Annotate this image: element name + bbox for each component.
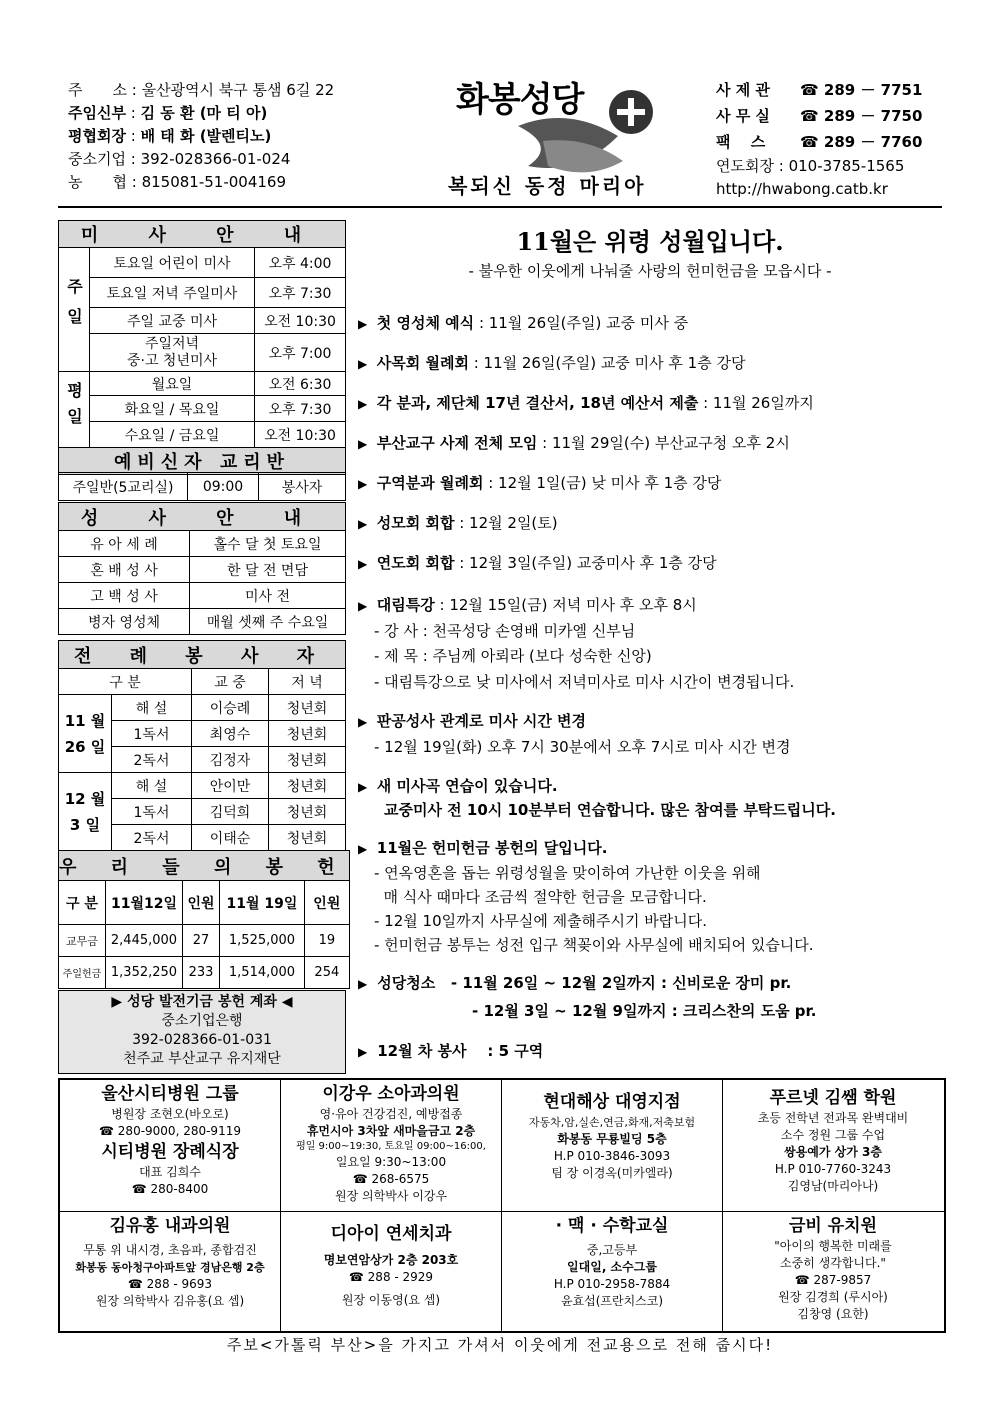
mass-name: 주일저녁 중·고 청년미사 xyxy=(90,334,255,372)
ad-line: 영·유아 건강검진, 예방접종 xyxy=(319,1107,463,1121)
ad-line: 화봉동 동아청구아파트앞 경남은행 2층 xyxy=(75,1261,265,1274)
address: 울산광역시 북구 통샘 6길 22 xyxy=(141,81,335,99)
servers-col-div: 구 분 xyxy=(59,669,192,695)
bank1-account: 392-028366-01-024 xyxy=(140,150,291,168)
ad-line: ☎ 280-8400 xyxy=(131,1182,209,1196)
pastor: 김 동 환 (마 티 아) xyxy=(140,104,268,122)
rectory-phone: ☎ 289 － 7751 xyxy=(800,81,923,99)
ads-section xyxy=(58,1078,946,1333)
mass-time: 오전 10:30 xyxy=(255,422,346,448)
ad-line: ☎ 287-9857 xyxy=(794,1273,872,1287)
fund-account: 392-028366-01-031 xyxy=(132,1032,272,1048)
church-name: 화봉성당 xyxy=(456,80,584,120)
catechumen-teacher: 봉사자 xyxy=(259,473,346,501)
ad-line: H.P 010-7760-3243 xyxy=(774,1162,892,1176)
announcement: ▶ 성당청소 - 11월 26일 ~ 12월 2일까지 : 신비로운 장미 pr. xyxy=(358,974,792,992)
header-info: 주 소 : 울산광역시 북구 통샘 6길 22 주임신부 : 김 동 환 (마 티 아) 평협회장 : 배 태 화 (발렌티노) 중소기업 : 392-028366-01-024 농 협 : 815081-51-004169 xyxy=(68,81,335,191)
ad-line: 초등 전학년 전과목 완벽대비 xyxy=(757,1111,909,1125)
advent-line: - 제 목 : 주님께 아뢰라 (보다 성숙한 신앙) xyxy=(374,647,652,665)
ad-title: 이강우 소아과의원 xyxy=(322,1084,460,1104)
catechumen-table xyxy=(58,472,346,501)
ad-title: 금비 유치원 xyxy=(788,1216,878,1236)
rice-line: - 헌미헌금 봉투는 성전 입구 책꽂이와 사무실에 배치되어 있습니다. xyxy=(374,936,814,954)
mass-time: 오후 7:30 xyxy=(255,396,346,422)
offering-h-date1: 11월12일 xyxy=(106,881,183,925)
server-role: 1독서 xyxy=(112,799,192,825)
server-main: 안이만 xyxy=(192,773,269,799)
announcement: ▶ 구역분과 월례회 : 12월 1일(금) 낮 미사 후 1층 강당 xyxy=(358,474,722,492)
ad-line: 자동차,암,실손,연금,화재,저축보험 xyxy=(528,1116,696,1129)
announcement: ▶ 첫 영성체 예식 : 11월 26일(주일) 교중 미사 중 xyxy=(358,314,689,332)
offering-p2: 19 xyxy=(305,925,350,957)
ad-line: 윤효섭(프란치스코) xyxy=(560,1294,664,1308)
server-main: 김정자 xyxy=(192,747,269,773)
contact-info: 사 제 관 ☎ 289 － 7751 사 무 실 ☎ 289 － 7750 팩 스 ☎ 289 － 7760 연도회장 : 010-3785-1565 http://hwabong.catb.kr xyxy=(716,81,923,198)
server-date: 12 월 3 일 xyxy=(59,773,112,851)
server-role: 1독서 xyxy=(112,721,192,747)
ad-dental xyxy=(281,1214,501,1329)
mass-time: 오후 4:00 xyxy=(255,248,346,278)
bank2-account: 815081-51-004169 xyxy=(141,173,287,191)
mass-name: 토요일 어린이 미사 xyxy=(90,248,255,278)
ad-title: 김유홍 내과의원 xyxy=(109,1216,231,1236)
council-label: 평협회장 xyxy=(68,127,126,145)
mass-time: 오후 7:00 xyxy=(255,334,346,372)
mass-name: 화요일 / 목요일 xyxy=(90,396,255,422)
ydo-label: 연도회장 xyxy=(716,157,774,175)
sunday-label: 주일 xyxy=(59,248,90,372)
offering-name: 주일헌금 xyxy=(59,957,106,989)
server-main: 김덕희 xyxy=(192,799,269,825)
ad-title: 디아이 연세치과 xyxy=(330,1224,452,1244)
servers-title: 전 례 봉 사 자 xyxy=(59,641,346,669)
ad-title: · 맥 · 수학교실 xyxy=(555,1216,669,1236)
offering-v1: 1,352,250 xyxy=(106,957,183,989)
ad-line: ☎ 280-9000, 280-9119 xyxy=(99,1124,241,1138)
ad-internal-medicine xyxy=(60,1214,280,1329)
sacrament-title: 성 사 안 내 xyxy=(59,503,346,531)
server-date: 11 월 26 일 xyxy=(59,695,112,773)
offering-v2: 1,525,000 xyxy=(220,925,305,957)
ad-line: 중,고등부 xyxy=(586,1243,638,1257)
advent-line: - 강 사 : 천곡성당 손영배 미카엘 신부님 xyxy=(374,622,636,640)
announcement: ▶ 11월은 헌미헌금 봉헌의 달입니다. xyxy=(358,839,608,857)
ad-line: ☎ 288 - 9693 xyxy=(127,1277,213,1291)
mass-title: 미 사 안 내 xyxy=(59,221,346,248)
announcement: ▶ 12월 차 봉사 : 5 구역 xyxy=(358,1042,544,1060)
sacrament-when: 한 달 전 면담 xyxy=(190,557,346,583)
announcement: ▶ 부산교구 사제 전체 모임 : 11월 29일(수) 부산교구청 오후 2시 xyxy=(358,434,790,452)
catechumen-title: 예비신자 교리반 xyxy=(59,448,346,475)
server-main: 최영수 xyxy=(192,721,269,747)
server-eve: 청년회 xyxy=(269,747,346,773)
offering-name: 교무금 xyxy=(59,925,106,957)
ad-line: 일요일 9:30~13:00 xyxy=(335,1155,447,1169)
server-eve: 청년회 xyxy=(269,799,346,825)
ad-line: 무통 위 내시경, 초음파, 종합검진 xyxy=(83,1243,257,1257)
ad-line: H.P 010-2958-7884 xyxy=(553,1277,671,1291)
offering-p1: 27 xyxy=(183,925,220,957)
announcement: ▶ 대림특강 : 12월 15일(금) 저녁 미사 후 오후 8시 xyxy=(358,596,697,614)
mass-name: 토요일 저녁 주일미사 xyxy=(90,278,255,308)
sacrament-when: 매월 셋째 주 수요일 xyxy=(190,609,346,635)
mass-table xyxy=(58,220,346,475)
announcement: ▶ 성모회 회합 : 12월 2일(토) xyxy=(358,514,558,532)
sacrament-name: 병자 영성체 xyxy=(59,609,190,635)
advent-line: - 대림특강으로 낮 미사에서 저녁미사로 미사 시간이 변경됩니다. xyxy=(374,673,795,691)
announcement: ▶ 각 분과, 제단체 17년 결산서, 18년 예산서 제출 : 11월 26일까지 xyxy=(358,394,814,412)
offering-v1: 2,445,000 xyxy=(106,925,183,957)
rice-line: - 연옥영혼을 돕는 위령성월을 맞이하여 가난한 이웃을 위해 xyxy=(374,864,761,882)
ad-line: 원장 김경희 (루시아) xyxy=(778,1290,888,1304)
server-eve: 청년회 xyxy=(269,695,346,721)
address-label: 주 소 xyxy=(68,81,127,99)
ad-line: 쌍용예가 상가 3층 xyxy=(784,1145,882,1159)
offering-p2: 254 xyxy=(305,957,350,989)
catechumen-class: 주일반(5교리실) xyxy=(59,473,188,501)
server-role: 2독서 xyxy=(112,747,192,773)
fund-box xyxy=(58,990,346,1074)
offering-h-div: 구 분 xyxy=(59,881,106,925)
rice-line: - 12월 10일까지 사무실에 제출해주시기 바랍니다. xyxy=(374,912,708,930)
ad-line: 소수 정원 그룹 수업 xyxy=(780,1128,886,1142)
header-divider xyxy=(58,206,942,208)
council: 배 태 화 (발렌티노) xyxy=(140,127,272,145)
ad-line: 휴먼시아 3차앞 새마을금고 2층 xyxy=(306,1124,476,1138)
office-label: 사 무 실 xyxy=(716,107,770,125)
ad-pediatrics xyxy=(281,1082,501,1210)
ad-title: 울산시티병원 그룹 xyxy=(101,1084,239,1104)
weekday-label: 평일 xyxy=(59,372,90,448)
fund-title: ▶ 성당 발전기금 봉헌 계좌 ◀ xyxy=(111,994,293,1010)
ad-hospital xyxy=(60,1082,280,1210)
offering-p1: 233 xyxy=(183,957,220,989)
rectory-label: 사 제 관 xyxy=(716,81,770,99)
main-title: 11월은 위령 성월입니다. xyxy=(516,227,784,256)
mass-change-line: - 12월 19일(화) 오후 7시 30분에서 오후 7시로 미사 시간 변경 xyxy=(374,738,791,756)
offering-v2: 1,514,000 xyxy=(220,957,305,989)
ad-line: 원장 의학박사 이강우 xyxy=(335,1189,447,1203)
ad-academy xyxy=(723,1086,943,1210)
ad-line: 원장 의학박사 김유홍(요 셉) xyxy=(95,1294,245,1308)
pastor-label: 주임신부 xyxy=(68,104,126,122)
server-eve: 청년회 xyxy=(269,721,346,747)
rice-line: 매 식사 때마다 조금씩 절약한 헌금을 모금합니다. xyxy=(374,888,707,906)
bank1-label: 중소기업 xyxy=(68,150,126,168)
ad-line: 팀 장 이경옥(미카엘라) xyxy=(551,1166,673,1180)
ad-math xyxy=(502,1214,722,1329)
mass-name: 월요일 xyxy=(90,372,255,396)
ad-kindergarten xyxy=(723,1214,943,1329)
ad-title: 현대해상 대영지점 xyxy=(543,1092,681,1112)
announcement: ▶ 판공성사 관계로 미사 시간 변경 xyxy=(358,712,587,730)
ad-line: 화봉동 무룡빌딩 5층 xyxy=(557,1132,667,1146)
sacrament-when: 홀수 달 첫 토요일 xyxy=(190,531,346,557)
ydo-phone: 010-3785-1565 xyxy=(788,157,905,175)
offering-table xyxy=(58,850,350,989)
ad-line: 평일 9:00~19:30, 토요일 09:00~16:00, xyxy=(296,1141,486,1152)
sacrament-name: 유 아 세 례 xyxy=(59,531,190,557)
offering-h-p1: 인원 xyxy=(183,881,220,925)
sacrament-name: 고 백 성 사 xyxy=(59,583,190,609)
church-patron: 복되신 동정 마리아 xyxy=(448,174,647,198)
mass-name: 주일 교중 미사 xyxy=(90,308,255,334)
sacrament-name: 혼 배 성 사 xyxy=(59,557,190,583)
server-main: 이승례 xyxy=(192,695,269,721)
new-song-line: 교중미사 전 10시 10분부터 연습합니다. 많은 참여를 부탁드립니다. xyxy=(384,801,836,819)
server-eve: 청년회 xyxy=(269,825,346,851)
servers-col-eve: 저 녁 xyxy=(269,669,346,695)
mass-name: 수요일 / 금요일 xyxy=(90,422,255,448)
ad-line: ☎ 288 - 2929 xyxy=(348,1270,434,1284)
ad-line: 일대일, 소수그룹 xyxy=(567,1260,657,1274)
main-subtitle: - 불우한 이웃에게 나눠줄 사랑의 헌미헌금을 모읍시다 - xyxy=(468,262,832,280)
website-link[interactable]: http://hwabong.catb.kr xyxy=(716,180,888,198)
office-phone: ☎ 289 － 7750 xyxy=(800,107,923,125)
fax-label: 팩 스 xyxy=(716,133,766,151)
offering-title: 우 리 들 의 봉 헌 xyxy=(59,851,350,881)
mass-time: 오후 7:30 xyxy=(255,278,346,308)
clean-line: - 11월 26일 ~ 12월 2일까지 : 신비로운 장미 pr. xyxy=(450,974,792,992)
server-role: 해 설 xyxy=(112,695,192,721)
ad-line: 명보연암상가 2층 203호 xyxy=(323,1253,459,1267)
bank2-label: 농 협 xyxy=(68,173,127,191)
ad-title: 푸르넷 김쌤 학원 xyxy=(769,1088,897,1108)
servers-col-main: 교 중 xyxy=(192,669,269,695)
mass-time: 오전 6:30 xyxy=(255,372,346,396)
ad-line: H.P 010-3846-3093 xyxy=(553,1149,671,1163)
announcement: ▶ 새 미사곡 연습이 있습니다. xyxy=(358,777,558,795)
server-eve: 청년회 xyxy=(269,773,346,799)
mass-time: 오전 10:30 xyxy=(255,308,346,334)
offering-h-date2: 11월 19일 xyxy=(220,881,305,925)
ad-line: 소중히 생각합니다." xyxy=(780,1256,886,1270)
announcement: ▶ 연도회 회합 : 12월 3일(주일) 교중미사 후 1층 강당 xyxy=(358,554,717,572)
sacrament-table xyxy=(58,502,346,635)
server-role: 2독서 xyxy=(112,825,192,851)
ad-line: 대표 김희수 xyxy=(139,1165,201,1179)
ad-line: 원장 이동영(요 셉) xyxy=(341,1293,441,1307)
footer-note: 주보<가톨릭 부산>을 가지고 가셔서 이웃에게 전교용으로 전해 줍시다! xyxy=(226,1336,774,1354)
sacrament-when: 미사 전 xyxy=(190,583,346,609)
catechumen-time: 09:00 xyxy=(188,473,259,501)
ad-insurance xyxy=(502,1090,722,1210)
ad-line: 병원장 조현오(바오로) xyxy=(111,1107,229,1121)
server-main: 이태순 xyxy=(192,825,269,851)
fund-bank: 중소기업은행 xyxy=(161,1013,243,1029)
fund-owner: 천주교 부산교구 유지재단 xyxy=(123,1051,281,1067)
servers-table xyxy=(58,640,346,851)
ad-line: 김영남(마리아나) xyxy=(787,1179,879,1193)
ad-line: "아이의 행복한 미래를 xyxy=(774,1239,892,1253)
ad-line: 김창영 (요한) xyxy=(797,1307,869,1321)
clean-line: - 12월 3일 ~ 12월 9일까지 : 크리스찬의 도움 pr. xyxy=(472,1002,817,1020)
church-logo xyxy=(448,66,688,196)
offering-h-p2: 인원 xyxy=(305,881,350,925)
fax-phone: ☎ 289 － 7760 xyxy=(800,133,923,151)
announcement: ▶ 사목회 월례회 : 11월 26일(주일) 교중 미사 후 1층 강당 xyxy=(358,354,746,372)
ad-line: ☎ 268-6575 xyxy=(352,1172,430,1186)
server-role: 해 설 xyxy=(112,773,192,799)
ad-title: 시티병원 장례식장 xyxy=(101,1142,239,1162)
